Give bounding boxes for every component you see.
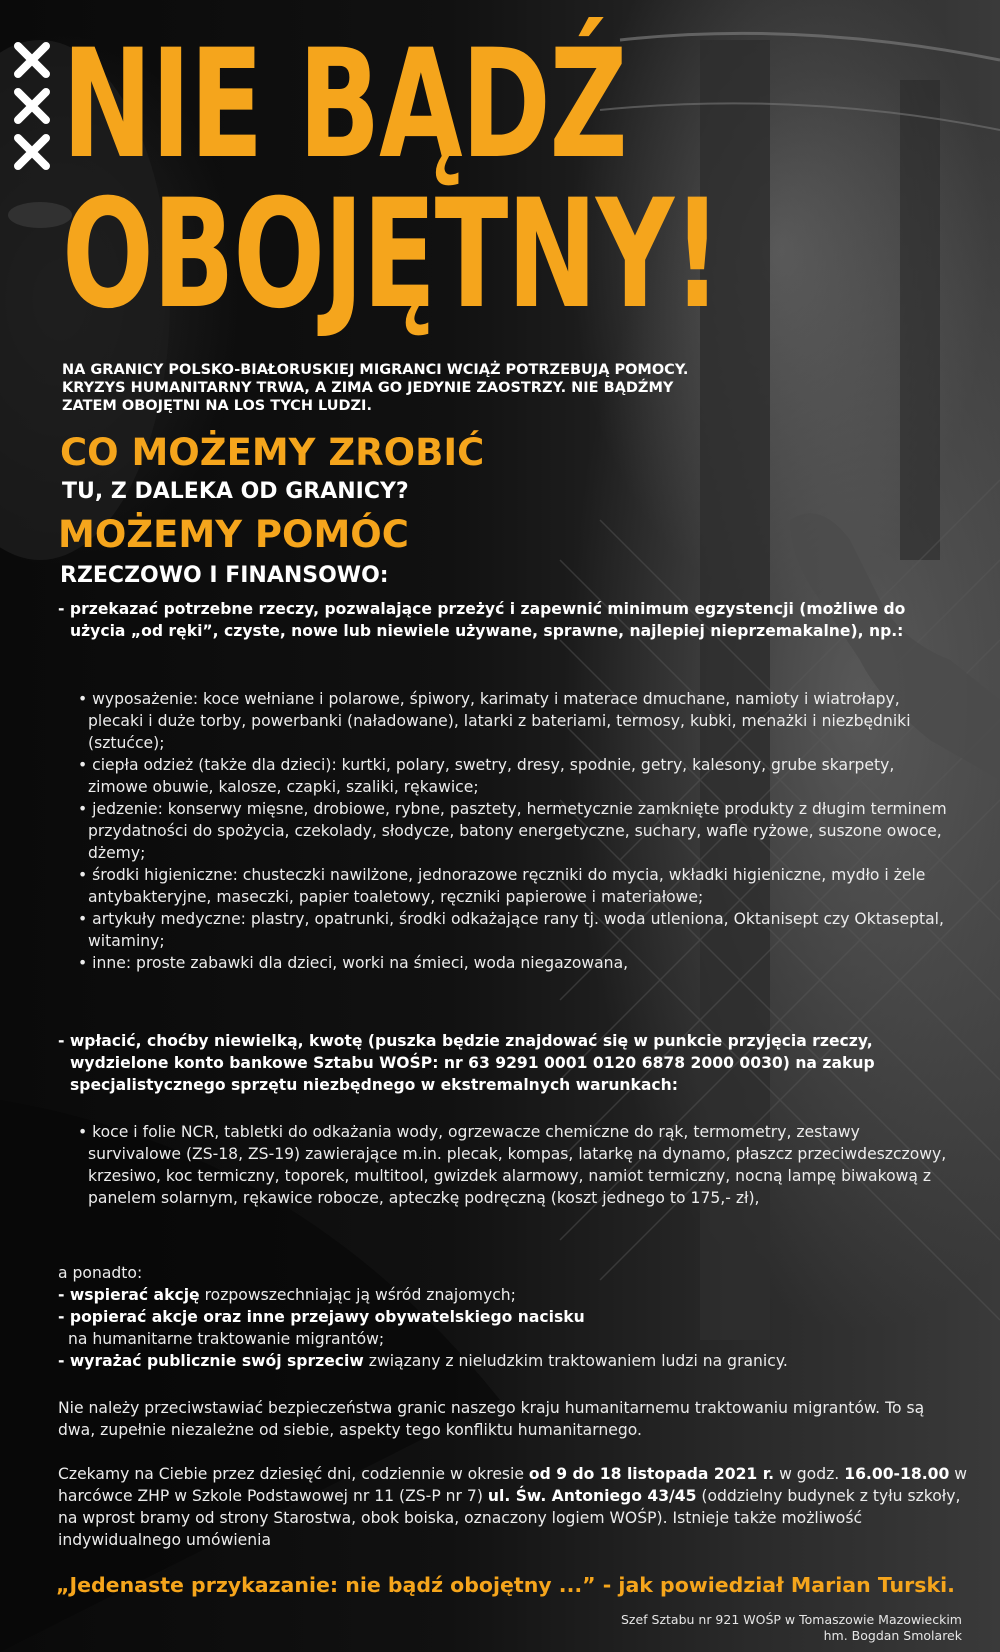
x-mark-icon bbox=[12, 132, 52, 172]
schedule-paragraph bbox=[58, 1463, 978, 1551]
also-item bbox=[58, 1284, 958, 1306]
note-paragraph: Nie należy przeciwstawiać bezpieczeństwa granic naszego kraju humanitarnemu traktowaniu migrantów. To są dwa, zupełnie niezależne od siebie, aspekty tego konfliktu humanitarnego. bbox=[58, 1399, 925, 1439]
also-item-bold: - wyrażać publicznie swój sprzeciw bbox=[58, 1352, 364, 1370]
x-mark-icon bbox=[12, 40, 52, 80]
donate-items-lead: - przekazać potrzebne rzeczy, pozwalające przeżyć i zapewnić minimum egzystencji (możliwe do użycia „od ręki”, czyste, nowe lub niewiele używane, sprawne, najlepiej nieprzemakalne), np.: bbox=[58, 600, 906, 640]
also-item-text: rozpowszechniając ją wśród znajomych; bbox=[199, 1286, 516, 1304]
also-section bbox=[58, 1262, 958, 1372]
list-item: • ciepła odzież (także dla dzieci): kurtki, polary, swetry, dresy, spodnie, getry, kalesony, grube skarpety, zimowe obuwie, kalosze, czapki, szaliki, rękawice; bbox=[68, 754, 948, 798]
schedule-address: ul. Św. Antoniego 43/45 bbox=[487, 1487, 697, 1505]
list-item: • koce i folie NCR, tabletki do odkażania wody, ogrzewacze chemiczne do rąk, termometry, zestawy survivalowe (ZS-18, ZS-19) zawierające m.in. plecak, kompas, latarkę na dynamo, płaszcz przeciwdeszczowy, krzesiwo, koc termiczny, toporek, multitool, gwizdek alarmowy, namiot termiczny, nocną lampę biwakową z panelem solarnym, rękawice robocze, apteczkę podręczną (koszt jednego to 175,- zł), bbox=[68, 1121, 948, 1209]
schedule-text: w godz. bbox=[774, 1465, 845, 1483]
also-item-bold: - wspierać akcję bbox=[58, 1286, 200, 1304]
also-intro: a ponadto: bbox=[58, 1264, 143, 1282]
also-item-bold: - popierać akcje oraz inne przejawy obywatelskiego nacisku bbox=[58, 1308, 585, 1326]
donate-money-lead: - wpłacić, choćby niewielką, kwotę (puszka będzie znajdować się w punkcie przyjęcia rzeczy, wydzielone konto bankowe Sztabu WOŚP: nr 63 9291 0001 0120 6878 2000 0030) na zakup specjalistycznego sprzętu niezbędnego w ekstremalnych warunkach: bbox=[58, 1032, 875, 1094]
fence-post-far bbox=[900, 80, 940, 560]
schedule-text: (oddzielny budynek z tyłu szkoły, na wprost bramy od strony Starostwa, obok boiska, oznaczony logiem WOŚP). Istnieje także możliwość indywidualnego umówienia bbox=[58, 1487, 961, 1549]
answer-subheading: RZECZOWO I FINANSOWO: bbox=[60, 563, 389, 588]
schedule-hours: 16.00-18.00 bbox=[844, 1465, 950, 1483]
schedule-text: w harcówce ZHP w Szkole Podstawowej nr 11 (ZS-P nr 7) bbox=[58, 1465, 968, 1505]
title-line-2: OBOJĘTNY! bbox=[62, 168, 721, 342]
list-item: • jedzenie: konserwy mięsne, drobiowe, rybne, pasztety, hermetycznie zamknięte produkty z długim terminem przydatności do spożycia, czekolady, słodycze, batony energetyczne, suchary, wafle ryżowe, suszone owoce, dżemy; bbox=[68, 798, 948, 864]
signature bbox=[621, 1612, 962, 1644]
schedule-dates: od 9 do 18 listopada 2021 r. bbox=[528, 1465, 775, 1483]
list-item: • inne: proste zabawki dla dzieci, worki na śmieci, woda niegazowana, bbox=[68, 952, 948, 974]
signature-line-1: Szef Sztabu nr 921 WOŚP w Tomaszowie Mazowieckim bbox=[620, 1612, 962, 1627]
list-item: • wyposażenie: koce wełniane i polarowe, śpiwory, karimaty i materace dmuchane, namioty i wiatrołapy, plecaki i duże torby, powerbanki (naładowane), latarki z bateriami, termosy, kubki, menażki i niezbędniki (sztućce); bbox=[68, 688, 948, 754]
signature-line-2: hm. Bogdan Smolarek bbox=[823, 1628, 962, 1643]
question-subheading: TU, Z DALEKA OD GRANICY? bbox=[62, 479, 409, 504]
also-item bbox=[58, 1350, 958, 1372]
also-item-text: związany z nieludzkim traktowaniem ludzi na granicy. bbox=[363, 1352, 788, 1370]
also-item-text: na humanitarne traktowanie migrantów; bbox=[68, 1330, 385, 1348]
answer-heading: MOŻEMY POMÓC bbox=[58, 513, 409, 556]
also-item bbox=[58, 1306, 958, 1350]
x-mark-icon bbox=[12, 86, 52, 126]
question-heading: CO MOŻEMY ZROBIĆ bbox=[60, 431, 485, 474]
list-item: • środki higieniczne: chusteczki nawilżone, jednorazowe ręczniki do mycia, wkładki higieniczne, mydło i żele antybakteryjne, maseczki, papier toaletowy, ręczniki papierowe i materiałowe; bbox=[68, 864, 948, 908]
list-item: • artykuły medyczne: plastry, opatrunki, środki odkażające rany tj. woda utleniona, Oktanisept czy Oktaseptal, witaminy; bbox=[68, 908, 948, 952]
title-line-1: NIE BĄDŹ bbox=[62, 18, 627, 192]
donate-items-list bbox=[68, 688, 948, 974]
donate-money-list bbox=[68, 1121, 948, 1209]
intro-text: NA GRANICY POLSKO-BIAŁORUSKIEJ MIGRANCI WCIĄŻ POTRZEBUJĄ POMOCY. KRYZYS HUMANITARNY TRWA, A ZIMA GO JEDYNIE ZAOSTRZY. NIE BĄDŹMY ZATEM OBOJĘTNI NA LOS TYCH LUDZI. bbox=[62, 362, 689, 414]
barbed-wire bbox=[620, 33, 1000, 60]
schedule-text: Czekamy na Ciebie przez dziesięć dni, codziennie w okresie bbox=[58, 1465, 529, 1483]
quote: „Jedenaste przykazanie: nie bądź obojętny ...” - jak powiedział Marian Turski. bbox=[56, 1573, 955, 1597]
